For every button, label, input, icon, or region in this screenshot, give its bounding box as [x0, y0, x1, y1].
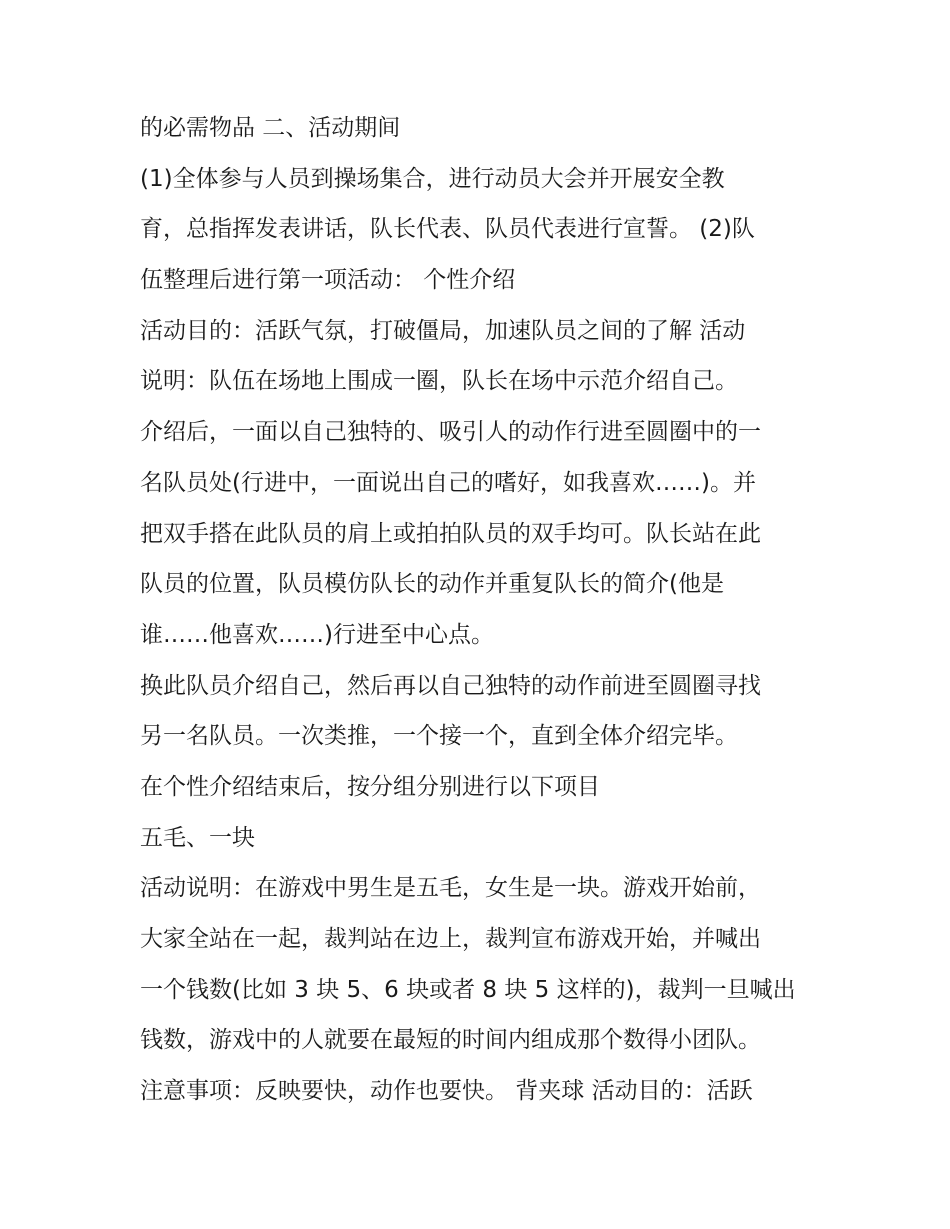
text-line: 伍整理后进行第一项活动： 个性介绍 [140, 267, 516, 294]
text-line: 钱数，游戏中的人就要在最短的时间内组成那个数得小团队。 [140, 1027, 761, 1054]
text-line: 把双手搭在此队员的肩上或拍拍队员的双手均可。队长站在此 [140, 520, 761, 547]
text-line: 谁……他喜欢……)行进至中心点。 [140, 621, 494, 648]
text-line: 注意事项：反映要快，动作也要快。 背夹球 活动目的：活跃 [140, 1078, 753, 1105]
text-line: 的必需物品 二、活动期间 [140, 115, 401, 141]
text-line: 五毛、一块 [140, 824, 255, 851]
text-line: 介绍后，一面以自己独特的、吸引人的动作行进至圆圈中的一 [140, 419, 761, 446]
text-line: 换此队员介绍自己，然后再以自己独特的动作前进至圆圈寻找 [140, 672, 761, 699]
text-line: 在个性介绍结束后，按分组分别进行以下项目 [140, 773, 600, 800]
document-body [140, 103, 830, 1117]
text-line: 说明：队伍在场地上围成一圈，队长在场中示范介绍自己。 [140, 368, 738, 395]
text-line: 大家全站在一起，裁判站在边上，裁判宣布游戏开始，并喊出 [140, 926, 761, 952]
text-line: 活动目的：活跃气氛，打破僵局，加速队员之间的了解 活动 [140, 317, 746, 344]
text-line: 另一名队员。一次类推，一个接一个，直到全体介绍完毕。 [140, 723, 738, 750]
text-line: (1)全体参与人员到操场集合，进行动员大会并开展安全教 [140, 165, 725, 192]
text-line: 一个钱数(比如 3 块 5、6 块或者 8 块 5 这样的)，裁判一旦喊出 [140, 976, 796, 1003]
text-line: 活动说明：在游戏中男生是五毛，女生是一块。游戏开始前， [140, 875, 761, 902]
text-line: 队员的位置，队员模仿队长的动作并重复队长的简介(他是 [140, 571, 724, 598]
text-line: 育，总指挥发表讲话，队长代表、队员代表进行宣誓。 (2)队 [140, 216, 755, 243]
text-line: 名队员处(行进中，一面说出自己的嗜好，如我喜欢……)。并 [140, 469, 756, 496]
